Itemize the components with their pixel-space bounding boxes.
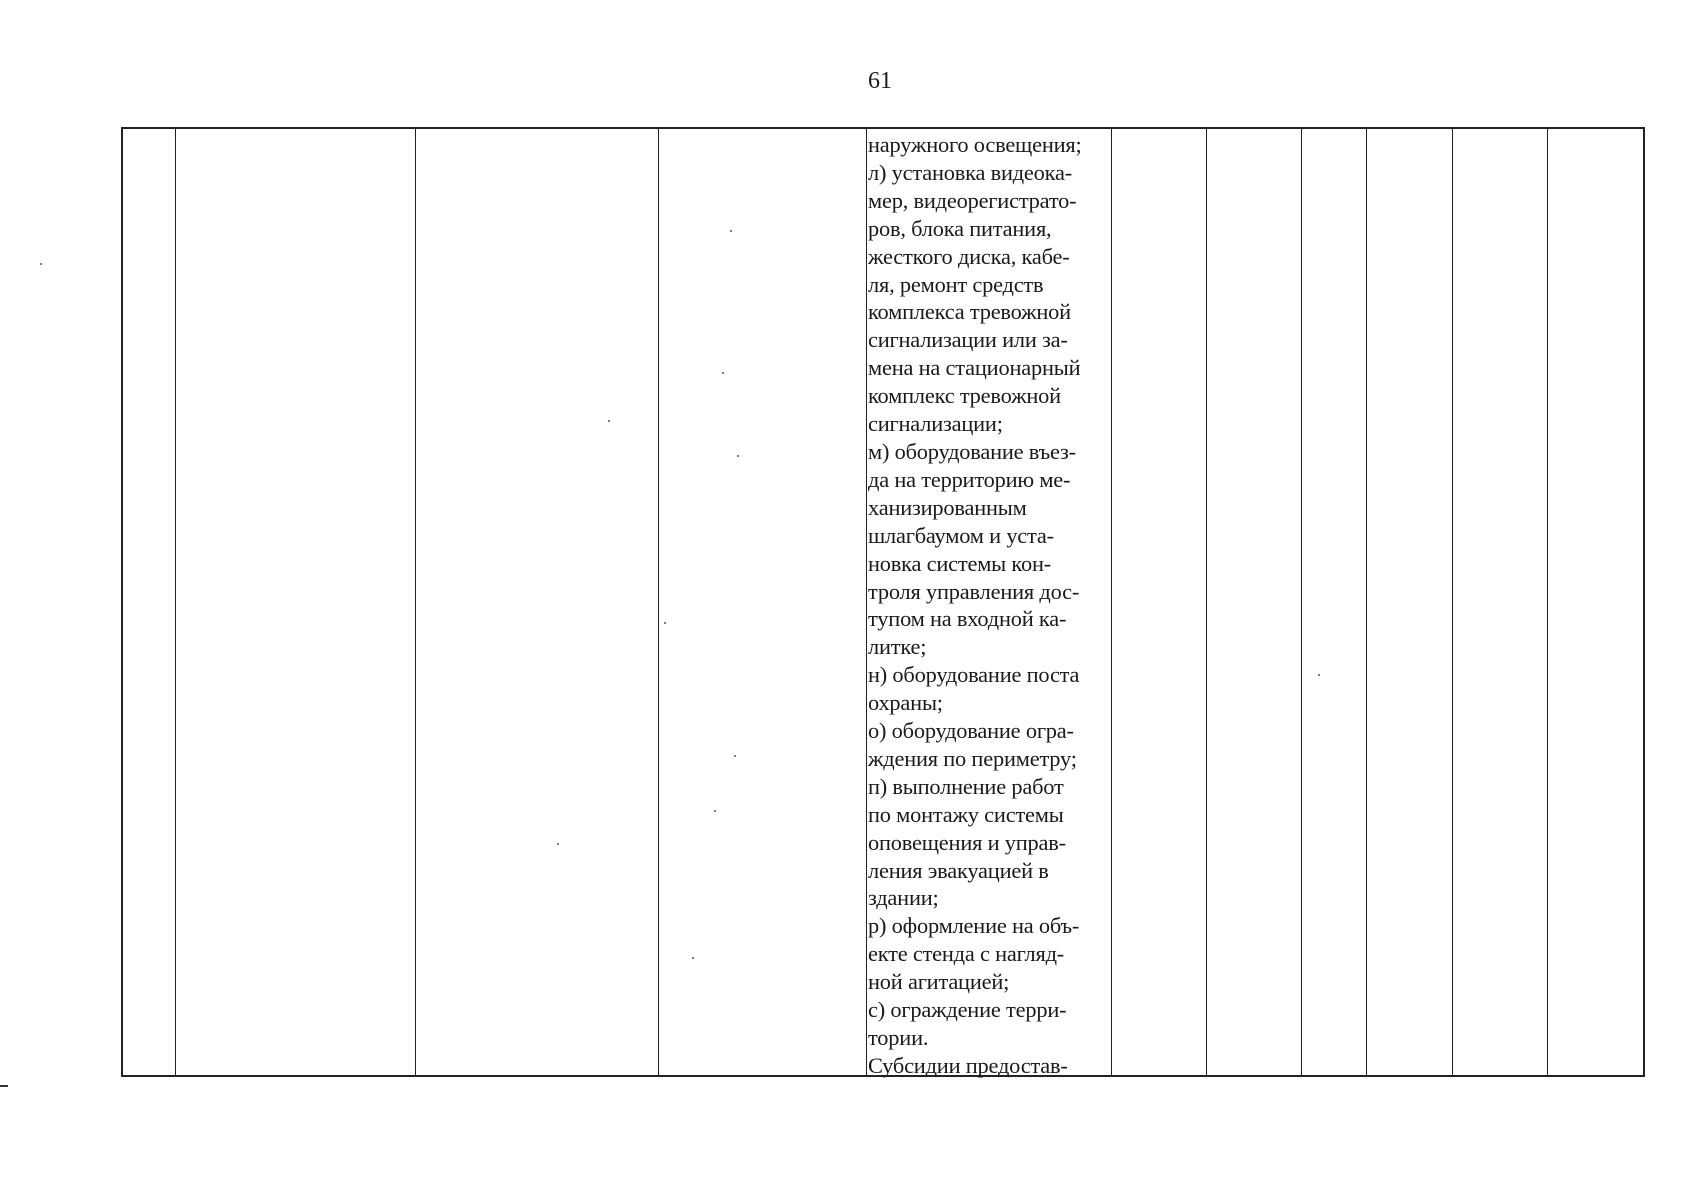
description-line: ждения по периметру; [868,745,1077,771]
column-divider-6 [1206,129,1207,1075]
description-line: шлагбаумом и уста- [868,522,1054,548]
description-line: охраны; [868,690,943,716]
column-divider-4 [866,129,867,1075]
column-divider-1 [175,129,176,1075]
scan-speck [608,420,610,422]
description-line: с) ограждение терри- [868,997,1067,1023]
scan-speck [737,455,739,457]
column-divider-3 [658,129,659,1075]
column-divider-7 [1301,129,1302,1075]
scan-speck [557,843,559,845]
scan-speck [722,372,724,374]
description-line: ля, ремонт средств [868,271,1044,297]
description-line: комплекса тревожной [868,299,1071,325]
description-line: литке; [868,634,927,660]
description-line: тории. [868,1025,929,1050]
scan-speck [734,755,736,757]
description-line: екте стенда с нагляд- [868,941,1065,967]
description-line: п) выполнение работ [868,773,1064,799]
scan-speck [40,263,42,265]
column-divider-2 [415,129,416,1075]
measures-description-cell [868,131,1118,1080]
description-line: жесткого диска, кабе- [868,243,1070,269]
document-table [121,127,1645,1077]
description-line: новка системы кон- [868,550,1051,576]
description-line: здании; [868,885,939,911]
description-line: м) оборудование въез- [868,438,1076,464]
description-line: о) оборудование огра- [868,718,1074,744]
description-line: комплекс тревожной [868,383,1061,409]
description-line: ханизированным [868,494,1027,520]
description-line: сигнализации; [868,411,1003,437]
scan-edge-mark [0,1085,8,1087]
description-line: оповещения и управ- [868,829,1066,855]
description-line: ной агитацией; [868,969,1010,995]
scan-speck [692,957,694,959]
description-line: л) установка видеока- [868,159,1072,185]
description-line: р) оформление на объ- [868,913,1080,939]
description-line: тупом на входной ка- [868,606,1067,632]
description-line: мена на стационарный [868,355,1081,381]
description-line: н) оборудование поста [868,662,1080,688]
page-number: 61 [868,68,892,94]
description-line: ления эвакуацией в [868,857,1049,883]
scan-speck [1318,674,1320,676]
description-line: сигнализации или за- [868,327,1068,353]
column-divider-8 [1366,129,1367,1075]
scan-speck [730,230,732,232]
scan-speck [714,810,716,812]
description-line: мер, видеорегистрато- [868,187,1077,213]
description-line: Субсидии предостав- [868,1052,1068,1078]
column-divider-9 [1452,129,1453,1075]
description-line: по монтажу системы [868,801,1064,827]
column-divider-10 [1547,129,1548,1075]
description-line: да на территорию ме- [868,466,1071,492]
description-line: наружного освещения; [868,132,1082,157]
description-line: ров, блока питания, [868,215,1052,241]
scan-speck [664,622,666,624]
description-line: троля управления дос- [868,578,1080,604]
